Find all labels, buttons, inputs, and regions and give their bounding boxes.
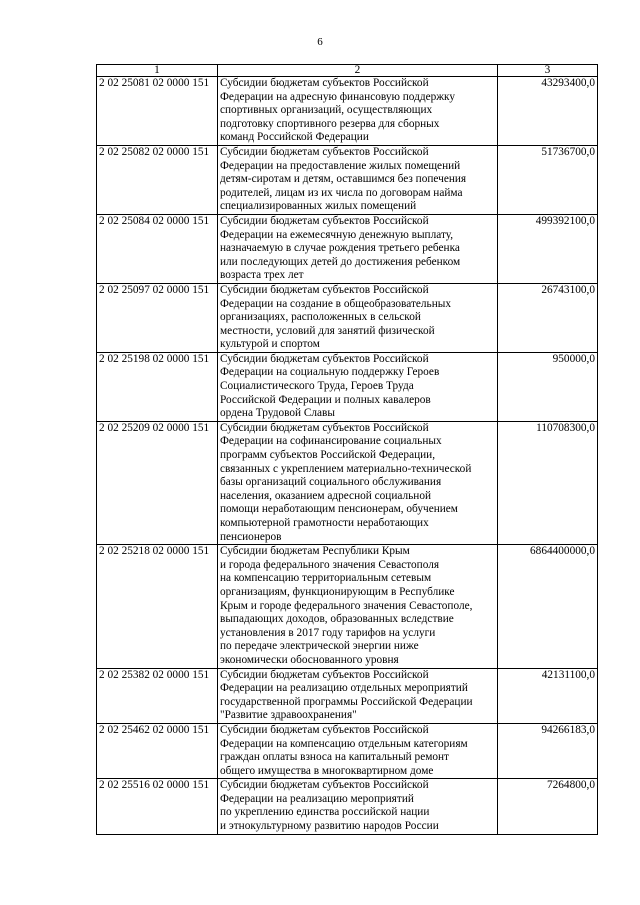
description-line: граждан оплаты взноса на капитальный ремонт [220, 751, 449, 764]
description-line: Федерации на софинансирование социальных [220, 435, 442, 448]
description-line: детям-сиротам и детям, оставшимся без попечения [220, 173, 467, 186]
description-line: Федерации на реализацию мероприятий [220, 792, 414, 805]
budget-code: 2 02 25198 02 0000 151 [97, 352, 218, 421]
description-line: Федерации на компенсацию отдельным категориям [220, 737, 468, 750]
table-row [97, 545, 598, 668]
table-row [97, 77, 598, 146]
budget-code: 2 02 25097 02 0000 151 [97, 283, 218, 352]
description-line: Федерации на реализацию отдельных мероприятий [220, 682, 468, 695]
description-line: Субсидии бюджетам Республики Крым [220, 545, 410, 558]
description-line: культурой и спортом [220, 338, 320, 351]
subsidy-description [218, 421, 498, 544]
description-line: Субсидии бюджетам субъектов Российской [220, 352, 429, 365]
description-line: родителей, лицам из их числа по договорам найма [220, 186, 463, 199]
amount: 51736700,0 [498, 145, 598, 214]
description-line: организациях, расположенных в сельской [220, 311, 421, 324]
subsidy-description [218, 779, 498, 834]
amount: 499392100,0 [498, 214, 598, 283]
subsidy-description [218, 283, 498, 352]
table-row [97, 668, 598, 723]
budget-code: 2 02 25516 02 0000 151 [97, 779, 218, 834]
budget-code: 2 02 25084 02 0000 151 [97, 214, 218, 283]
subsidy-description [218, 545, 498, 668]
column-number-2: 2 [218, 65, 498, 77]
table-row [97, 723, 598, 778]
description-line: Субсидии бюджетам субъектов Российской [220, 283, 429, 296]
amount: 94266183,0 [498, 723, 598, 778]
table-row [97, 779, 598, 834]
description-line: Социалистического Труда, Героев Труда [220, 380, 414, 393]
table-row [97, 421, 598, 544]
description-line: ордена Трудовой Славы [220, 407, 335, 420]
description-line: Субсидии бюджетам субъектов Российской [220, 668, 429, 681]
subsidy-description [218, 77, 498, 146]
description-line: Субсидии бюджетам субъектов Российской [220, 214, 429, 227]
table-row [97, 283, 598, 352]
description-line: специализированных жилых помещений [220, 200, 417, 213]
subsidy-description [218, 214, 498, 283]
budget-code: 2 02 25081 02 0000 151 [97, 77, 218, 146]
description-line: базы организаций социального обслуживания [220, 476, 442, 489]
budget-table [96, 64, 598, 835]
amount: 6864400000,0 [498, 545, 598, 668]
amount: 950000,0 [498, 352, 598, 421]
subsidy-description [218, 723, 498, 778]
budget-code: 2 02 25209 02 0000 151 [97, 421, 218, 544]
description-line: пенсионеров [220, 530, 282, 543]
description-line: и этнокультурному развитию народов России [220, 820, 439, 833]
description-line: организациям, функционирующим в Республике [220, 585, 455, 598]
budget-code: 2 02 25462 02 0000 151 [97, 723, 218, 778]
description-line: государственной программы Российской Федерации [220, 695, 473, 708]
description-line: Федерации на предоставление жилых помещений [220, 159, 461, 172]
table-body [97, 77, 598, 835]
description-line: по передаче электрической энергии ниже [220, 640, 419, 653]
description-line: установления в 2017 году тарифов на услуги [220, 626, 436, 639]
description-line: Федерации на ежемесячную денежную выплату, [220, 228, 454, 241]
description-line: связанных с укреплением материально-технической [220, 462, 472, 475]
budget-code: 2 02 25382 02 0000 151 [97, 668, 218, 723]
description-line: назначаемую в случае рождения третьего ребенка [220, 242, 460, 255]
table-row [97, 352, 598, 421]
description-line: по укреплению единства российской нации [220, 806, 430, 819]
description-line: экономически обоснованного уровня [220, 653, 399, 666]
description-line: Крым и городе федерального значения Севастополе, [220, 599, 473, 612]
description-line: Федерации на создание в общеобразовательных [220, 297, 451, 310]
description-line: возраста трех лет [220, 269, 304, 282]
description-line: населения, оказанием адресной социальной [220, 489, 432, 502]
description-line: общего имущества в многоквартирном доме [220, 764, 434, 777]
column-number-3: 3 [498, 65, 598, 77]
description-line: Федерации на социальную поддержку Героев [220, 366, 440, 379]
subsidy-description [218, 668, 498, 723]
budget-code: 2 02 25218 02 0000 151 [97, 545, 218, 668]
subsidy-description [218, 145, 498, 214]
description-line: "Развитие здравоохранения" [220, 709, 357, 722]
description-line: спортивных организаций, осуществляющих [220, 104, 433, 117]
amount: 42131100,0 [498, 668, 598, 723]
description-line: команд Российской Федерации [220, 131, 369, 144]
amount: 7264800,0 [498, 779, 598, 834]
description-line: программ субъектов Российской Федерации, [220, 449, 436, 462]
page-number: 6 [317, 36, 323, 48]
description-line: компьютерной грамотности неработающих [220, 517, 429, 529]
table-row [97, 145, 598, 214]
subsidy-description [218, 352, 498, 421]
amount: 26743100,0 [498, 283, 598, 352]
column-number-row [97, 65, 598, 77]
description-line: выпадающих доходов, образованных вследствие [220, 613, 454, 626]
description-line: помощи неработающим пенсионерам, обучением [220, 503, 458, 516]
description-line: Субсидии бюджетам субъектов Российской [220, 145, 429, 158]
amount: 110708300,0 [498, 421, 598, 544]
amount: 43293400,0 [498, 77, 598, 146]
description-line: Федерации на адресную финансовую поддержку [220, 90, 456, 103]
description-line: Субсидии бюджетам субъектов Российской [220, 779, 429, 792]
description-line: или последующих детей до достижения ребенком [220, 255, 461, 268]
description-line: и города федерального значения Севастополя [220, 558, 440, 571]
description-line: Субсидии бюджетам субъектов Российской [220, 723, 429, 736]
table-row [97, 214, 598, 283]
description-line: Субсидии бюджетам субъектов Российской [220, 421, 429, 434]
description-line: подготовку спортивного резерва для сборных [220, 117, 440, 130]
column-number-1: 1 [97, 65, 218, 77]
budget-code: 2 02 25082 02 0000 151 [97, 145, 218, 214]
description-line: на компенсацию территориальным сетевым [220, 572, 432, 585]
description-line: Субсидии бюджетам субъектов Российской [220, 77, 429, 89]
description-line: местности, условий для занятий физической [220, 324, 435, 337]
description-line: Российской Федерации и полных кавалеров [220, 393, 431, 406]
